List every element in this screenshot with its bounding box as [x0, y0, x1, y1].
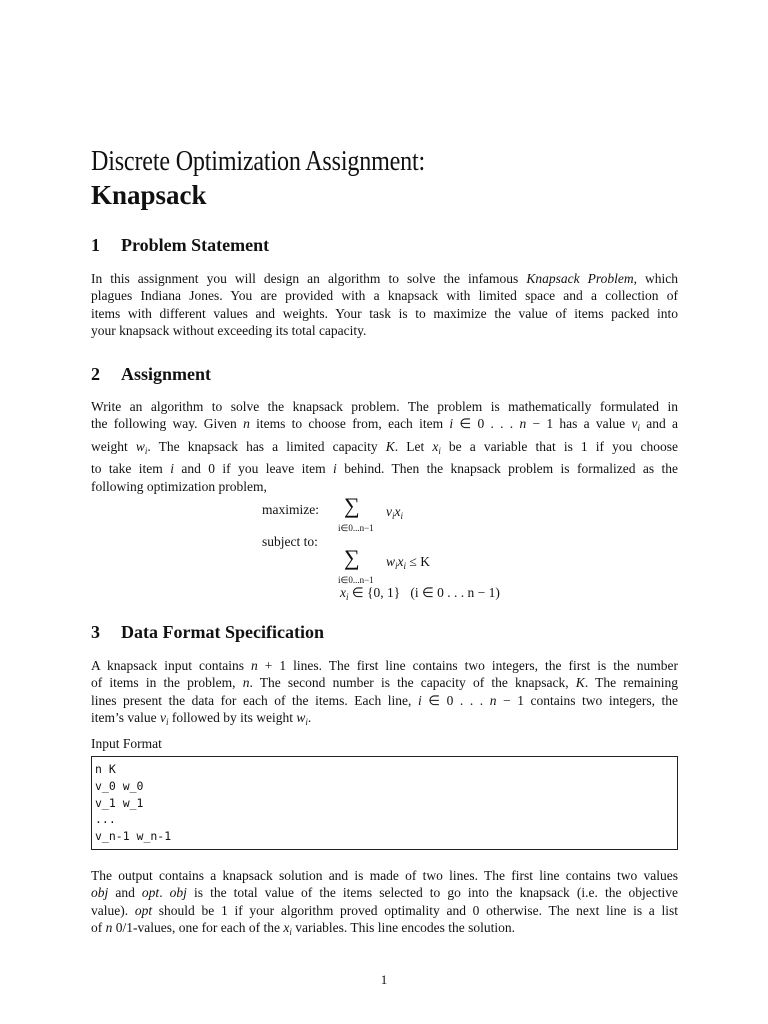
domain-set: ∈ {0, 1}: [351, 585, 401, 600]
section-title: Data Format Specification: [121, 622, 324, 642]
page-number: 1: [380, 972, 388, 987]
section-heading-assignment: [91, 364, 211, 385]
domain-range: (i ∈ 0 . . . n − 1): [410, 585, 500, 600]
section-heading-problem-statement: [91, 235, 269, 256]
code-line: v_1 w_1: [95, 795, 144, 810]
subject-to-label: subject to:: [262, 534, 318, 549]
section-number: 3: [91, 622, 100, 642]
section-title: Problem Statement: [121, 235, 270, 255]
section-heading-data-format: [91, 622, 324, 643]
code-line: v_n-1 w_n-1: [95, 829, 172, 844]
data-format-paragraph: A knapsack input contains n + 1 lines. The first line contains two integers, the first is the number of items in the problem, n. The second number is the capacity of the knapsack, K. The remaining lines present the data for each of the items. Each line, i ∈ 0 . . . n − 1 contains two integers, the item’s value $v_i$ followed by its weight $w_i$.: [91, 658, 678, 728]
sum-symbol: ∑: [344, 493, 360, 518]
title-line-2: Knapsack: [91, 180, 207, 210]
sum-range: i∈0...n−1: [338, 523, 374, 533]
input-format-box: [91, 756, 678, 850]
output-format-paragraph: The output contains a knapsack solution and is made of two lines. The first line contains two values obj and opt. obj is the total value of the items selected to go into the knapsack (i.e. the objective value). opt should be 1 if your algorithm proved optimality and 0 otherwise. The next line is a list of n 0/1-values, one for each of the $x_i$ variables. This line encodes the solution.: [91, 868, 679, 938]
section-number: 1: [91, 235, 100, 255]
optimization-formula: [262, 495, 562, 605]
title-line-1: Discrete Optimization Assignment:: [91, 146, 426, 177]
input-format-label: Input Format: [91, 736, 162, 751]
section-title: Assignment: [121, 364, 212, 384]
constraint-bound: ≤ K: [409, 554, 430, 569]
code-line: ...: [95, 812, 116, 827]
objective-expression: $v_ix_i$: [386, 504, 404, 521]
problem-statement-paragraph: In this assignment you will design an algorithm to solve the infamous Knapsack Problem, which plagues Indiana Jones. You are provided with a knapsack with limited space and a collection of items with different values and weights. Your task is to maximize the value of items packed into your knapsack without exceeding its total capacity.: [91, 271, 678, 339]
sum-range: i∈0...n−1: [338, 575, 374, 585]
constraint-expression: $w_ix_i \le K$: [386, 554, 430, 571]
sum-symbol: ∑: [344, 545, 360, 570]
section-number: 2: [91, 364, 100, 384]
domain-expression: $x_i$ ∈ {0, 1} (i ∈ 0 . . . n − 1): [340, 585, 500, 602]
maximize-label: maximize:: [262, 502, 319, 517]
code-line: v_0 w_0: [95, 778, 144, 793]
assignment-paragraph: Write an algorithm to solve the knapsack problem. The problem is mathematically formulated in the following way. Given n items to choose from, each item i ∈ 0 . . . n − 1 has a value $v_i$ and a weight $w_i$. The knapsack has a limited capacity K. Let $x_i$ be a variable that is 1 if you choose to take item i and 0 if you leave item i behind. Then the knapsack problem is formalized as the following optimization problem,: [91, 399, 679, 494]
code-line: n K: [95, 762, 116, 776]
